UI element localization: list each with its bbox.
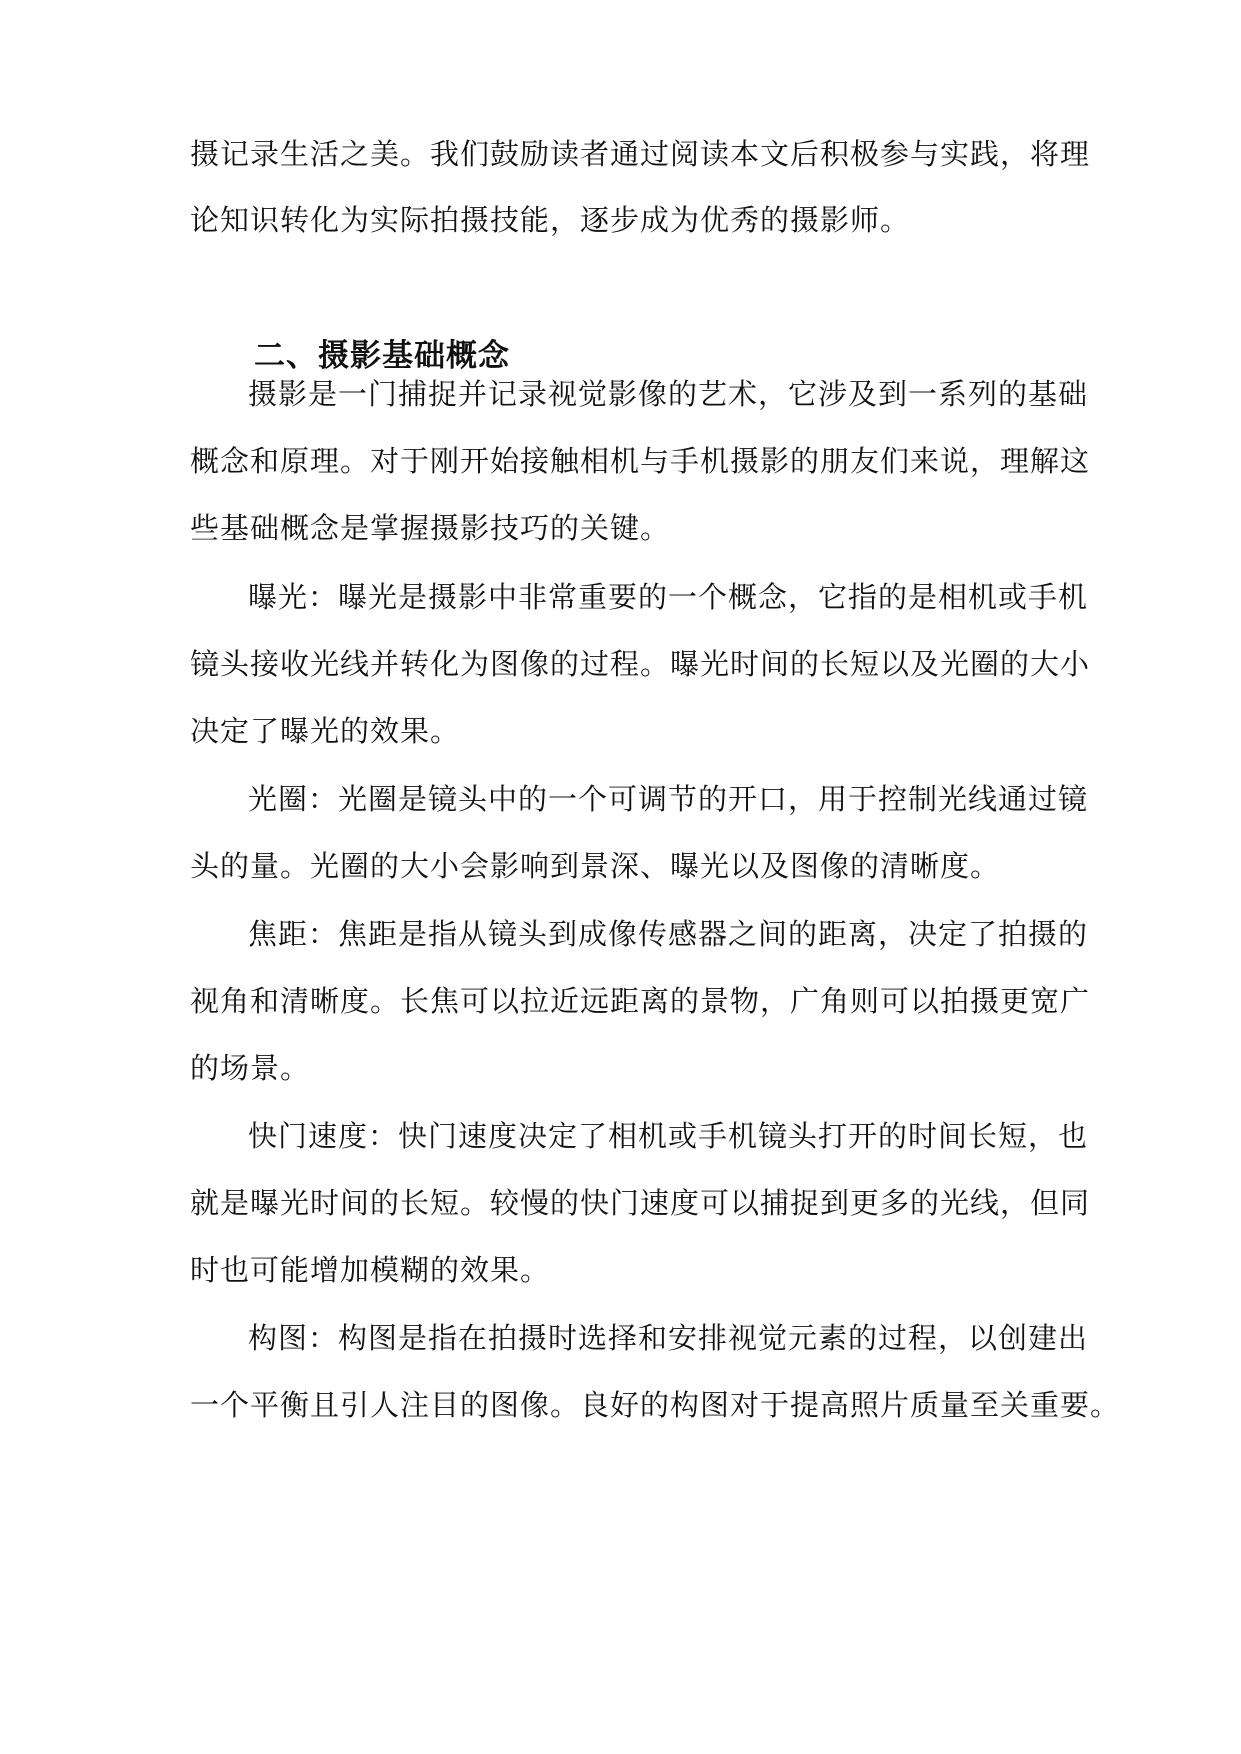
paragraph-shutter-line-2: 就是曝光时间的长短。较慢的快门速度可以捕捉到更多的光线，但同 — [190, 1186, 1091, 1220]
intro-line-1: 摄记录生活之美。我们鼓励读者通过阅读本文后积极参与实践，将理 — [190, 137, 1091, 171]
paragraph-exposure-line-1: 曝光：曝光是摄影中非常重要的一个概念，它指的是相机或手机 — [248, 580, 1089, 614]
paragraph-aperture-line-2: 头的量。光圈的大小会影响到景深、曝光以及图像的清晰度。 — [190, 849, 1001, 883]
paragraph-basics-line-3: 些基础概念是掌握摄影技巧的关键。 — [190, 511, 671, 545]
paragraph-focal-line-2: 视角和清晰度。长焦可以拉近远距离的景物，广角则可以拍摄更宽广 — [190, 984, 1091, 1018]
paragraph-focal-line-3: 的场景。 — [190, 1051, 311, 1085]
paragraph-basics-line-1: 摄影是一门捕捉并记录视觉影像的艺术，它涉及到一系列的基础 — [248, 377, 1089, 411]
paragraph-basics-line-2: 概念和原理。对于刚开始接触相机与手机摄影的朋友们来说，理解这 — [190, 444, 1091, 478]
paragraph-shutter-line-1: 快门速度：快门速度决定了相机或手机镜头打开的时间长短，也 — [248, 1119, 1089, 1153]
paragraph-exposure-line-3: 决定了曝光的效果。 — [190, 714, 461, 748]
paragraph-composition-line-2: 一个平衡且引人注目的图像。良好的构图对于提高照片质量至关重要。 — [190, 1388, 1121, 1422]
paragraph-exposure-line-2: 镜头接收光线并转化为图像的过程。曝光时间的长短以及光圈的大小 — [190, 647, 1091, 681]
section-heading: 二、摄影基础概念 — [254, 338, 510, 374]
intro-line-2: 论知识转化为实际拍摄技能，逐步成为优秀的摄影师。 — [190, 203, 911, 237]
paragraph-shutter-line-3: 时也可能增加模糊的效果。 — [190, 1253, 551, 1287]
paragraph-focal-line-1: 焦距：焦距是指从镜头到成像传感器之间的距离，决定了拍摄的 — [248, 917, 1089, 951]
paragraph-composition-line-1: 构图：构图是指在拍摄时选择和安排视觉元素的过程，以创建出 — [248, 1321, 1089, 1355]
paragraph-aperture-line-1: 光圈：光圈是镜头中的一个可调节的开口，用于控制光线通过镜 — [248, 782, 1089, 816]
